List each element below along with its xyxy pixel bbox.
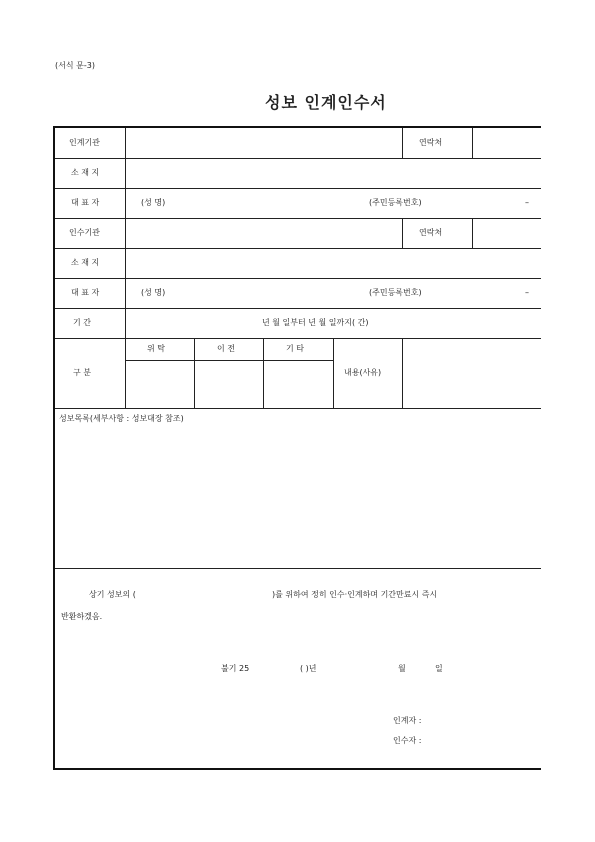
page-title: 성보 인계인수서 bbox=[265, 93, 387, 112]
statement-end: )를 위하여 정히 인수·인계하며 기간만료시 즉시 bbox=[272, 590, 438, 599]
period-label: 기 간 bbox=[73, 318, 91, 327]
id-number-label: (주민등록번호) bbox=[369, 288, 422, 297]
contact-label: 연락처 bbox=[419, 138, 443, 147]
contact-label: 연락처 bbox=[419, 228, 443, 237]
reason-label: 내용(사유) bbox=[344, 368, 382, 377]
date-year: ( )년 bbox=[300, 664, 317, 673]
form-code: (서식 문-3) bbox=[55, 61, 95, 70]
date-era: 불기 25 bbox=[221, 664, 250, 673]
row-divider bbox=[55, 188, 541, 189]
statement-line2: 반환하겠음. bbox=[61, 612, 103, 621]
row-divider bbox=[55, 278, 541, 279]
name-label: (성 명) bbox=[141, 288, 166, 297]
column-divider bbox=[402, 128, 403, 158]
row-divider bbox=[55, 158, 541, 159]
column-divider bbox=[402, 338, 403, 408]
division-label: 구 분 bbox=[73, 368, 91, 377]
row-divider bbox=[55, 308, 541, 309]
column-divider bbox=[333, 338, 334, 408]
row-divider bbox=[55, 248, 541, 249]
column-divider bbox=[263, 338, 264, 408]
label-column-divider bbox=[125, 128, 126, 408]
receiver-org-label: 인수기관 bbox=[69, 228, 100, 237]
name-label: (성 명) bbox=[141, 198, 166, 207]
column-divider bbox=[402, 218, 403, 248]
giver-signature-label: 인계자 : bbox=[393, 716, 422, 725]
column-divider bbox=[472, 128, 473, 158]
row-divider bbox=[55, 218, 541, 219]
inventory-label: 성보목록(세부사항 : 성보대장 참조) bbox=[59, 414, 184, 423]
giver-org-label: 인계기관 bbox=[69, 138, 100, 147]
id-dash: – bbox=[525, 288, 529, 297]
column-divider bbox=[472, 218, 473, 248]
row-divider bbox=[55, 568, 541, 569]
option-other: 기 타 bbox=[286, 344, 304, 353]
column-divider bbox=[194, 338, 195, 408]
address-label: 소 재 지 bbox=[71, 258, 100, 267]
period-text: 년 월 일부터 년 월 일까지( 간) bbox=[262, 318, 369, 327]
representative-label: 대 표 자 bbox=[71, 198, 100, 207]
receiver-signature-label: 인수자 : bbox=[393, 736, 422, 745]
date-day: 일 bbox=[435, 664, 443, 673]
id-dash: – bbox=[525, 198, 529, 207]
representative-label: 대 표 자 bbox=[71, 288, 100, 297]
date-month: 월 bbox=[398, 664, 406, 673]
option-consign: 위 탁 bbox=[147, 344, 165, 353]
option-header-divider bbox=[125, 360, 333, 361]
address-label: 소 재 지 bbox=[71, 168, 100, 177]
id-number-label: (주민등록번호) bbox=[369, 198, 422, 207]
statement-start: 상기 성보의 ( bbox=[89, 590, 136, 599]
transfer-form bbox=[53, 126, 541, 770]
row-divider bbox=[55, 408, 541, 409]
option-transfer: 이 전 bbox=[217, 344, 235, 353]
row-divider bbox=[55, 338, 541, 339]
